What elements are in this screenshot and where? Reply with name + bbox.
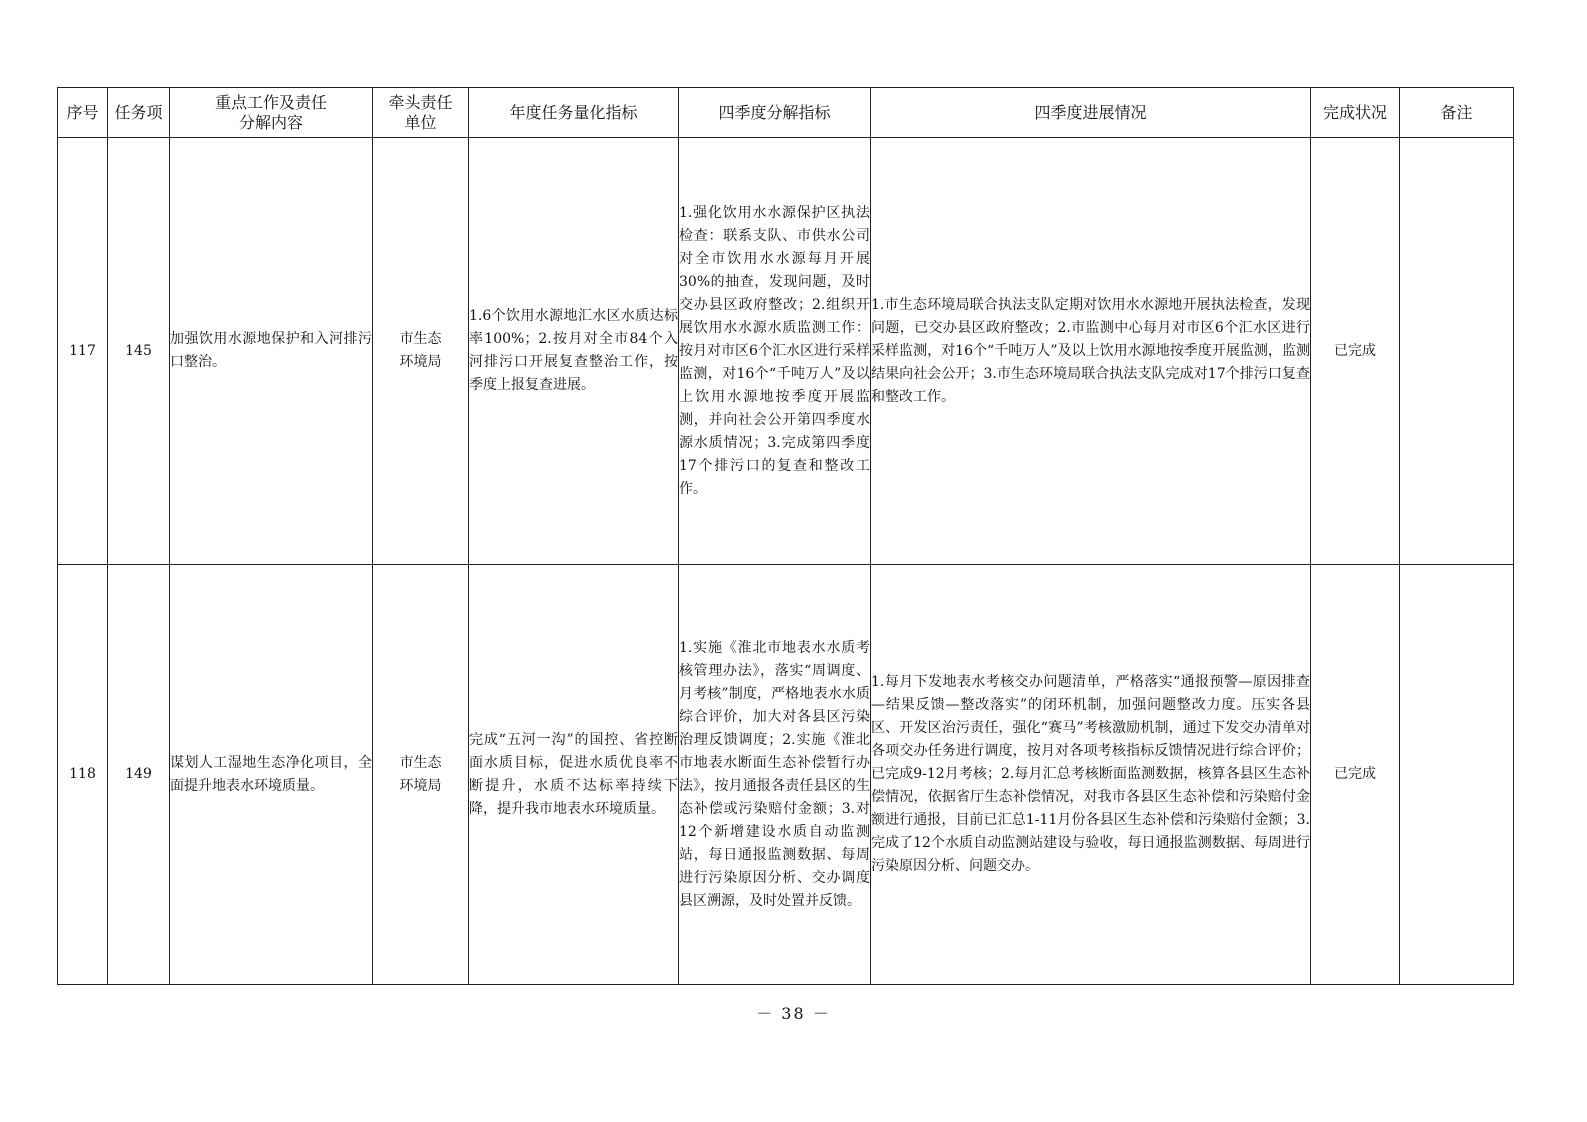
cell-annual-indicator: 1.6个饮用水源地汇水区水质达标率100%；2.按月对全市84个入河排污口开展复查整治工作，按季度上报复查进展。 <box>469 138 679 565</box>
cell-seq: 117 <box>58 138 108 565</box>
header-lead-unit-line2: 单位 <box>404 112 437 132</box>
cell-task: 145 <box>108 138 170 565</box>
cell-q4-indicator: 1.强化饮用水水源保护区执法检查：联系支队、市供水公司对全市饮用水水源每月开展30%的抽查，发现问题，及时交办县区政府整改；2.组织开展饮用水水源水质监测工作：按月对市区6个汇水区进行采样监测，对16个“千吨万人”及以上饮用水源地按季度开展监测，并向社会公开第四季度水源水质情况；3.完成第四季度17个排污口的复查和整改工作。 <box>679 138 871 565</box>
cell-status: 已完成 <box>1311 565 1400 985</box>
cell-lead-unit-line2: 环境局 <box>399 777 442 794</box>
header-key-work-line1: 重点工作及责任 <box>214 92 327 112</box>
header-q4-progress: 四季度进展情况 <box>871 88 1311 138</box>
header-status: 完成状况 <box>1311 88 1400 138</box>
header-task: 任务项 <box>108 88 170 138</box>
cell-lead-unit-line2: 环境局 <box>399 354 442 370</box>
header-lead-unit <box>373 88 469 138</box>
cell-lead-unit <box>373 138 469 565</box>
header-key-work-line2: 分解内容 <box>238 112 303 132</box>
header-lead-unit-line1: 牵头责任 <box>388 92 453 112</box>
cell-status: 已完成 <box>1311 138 1400 565</box>
cell-remarks <box>1400 138 1514 565</box>
cell-lead-unit-line1: 市生态 <box>399 331 442 347</box>
header-key-work <box>170 88 373 138</box>
header-annual-indicator: 年度任务量化指标 <box>469 88 679 138</box>
cell-key-work: 加强饮用水源地保护和入河排污口整治。 <box>170 138 373 565</box>
cell-q4-progress: 1.每月下发地表水考核交办问题清单，严格落实“通报预警—原因排查—结果反馈—整改落实”的闭环机制，加强问题整改力度。压实各县区、开发区治污责任，强化“赛马”考核激励机制，通过下发交办清单对各项交办任务进行调度，按月对各项考核指标反馈情况进行综合评价；已完成9-12月考核；2.每月汇总考核断面监测数据，核算各县区生态补偿情况，依据省厅生态补偿情况，对我市各县区生态补偿和污染赔付金额进行通报，目前已汇总1-11月份各县区生态补偿和污染赔付金额；3.完成了12个水质自动监测站建设与验收，每日通报监测数据、每周进行污染原因分析、问题交办。 <box>871 565 1311 985</box>
page-number: － 38 － <box>756 1004 831 1023</box>
cell-q4-indicator: 1.实施《淮北市地表水水质考核管理办法》，落实“周调度、月考核”制度，严格地表水水质综合评价，加大对各县区污染治理反馈调度；2.实施《淮北市地表水断面生态补偿暂行办法》，按月通报各责任县区的生态补偿或污染赔付金额；3.对12个新增建设水质自动监测站，每日通报监测数据、每周进行污染原因分析、交办调度县区溯源，及时处置并反馈。 <box>679 565 871 985</box>
cell-lead-unit-line1: 市生态 <box>399 754 442 771</box>
cell-task: 149 <box>108 565 170 985</box>
cell-seq: 118 <box>58 565 108 985</box>
table-header-row <box>58 88 1514 138</box>
table-row <box>58 138 1514 565</box>
task-table <box>57 87 1514 985</box>
cell-q4-progress: 1.市生态环境局联合执法支队定期对饮用水水源地开展执法检查，发现问题，已交办县区政府整改；2.市监测中心每月对市区6个汇水区进行采样监测，对16个“千吨万人”及以上饮用水源地按季度开展监测，监测结果向社会公开；3.市生态环境局联合执法支队完成对17个排污口复查和整改工作。 <box>871 138 1311 565</box>
cell-annual-indicator: 完成“五河一沟”的国控、省控断面水质目标，促进水质优良率不断提升，水质不达标率持续下降，提升我市地表水环境质量。 <box>469 565 679 985</box>
header-remarks: 备注 <box>1400 88 1514 138</box>
table-row <box>58 565 1514 985</box>
header-q4-indicator: 四季度分解指标 <box>679 88 871 138</box>
header-seq: 序号 <box>58 88 108 138</box>
cell-lead-unit <box>373 565 469 985</box>
cell-remarks <box>1400 565 1514 985</box>
cell-key-work: 谋划人工湿地生态净化项目，全面提升地表水环境质量。 <box>170 565 373 985</box>
